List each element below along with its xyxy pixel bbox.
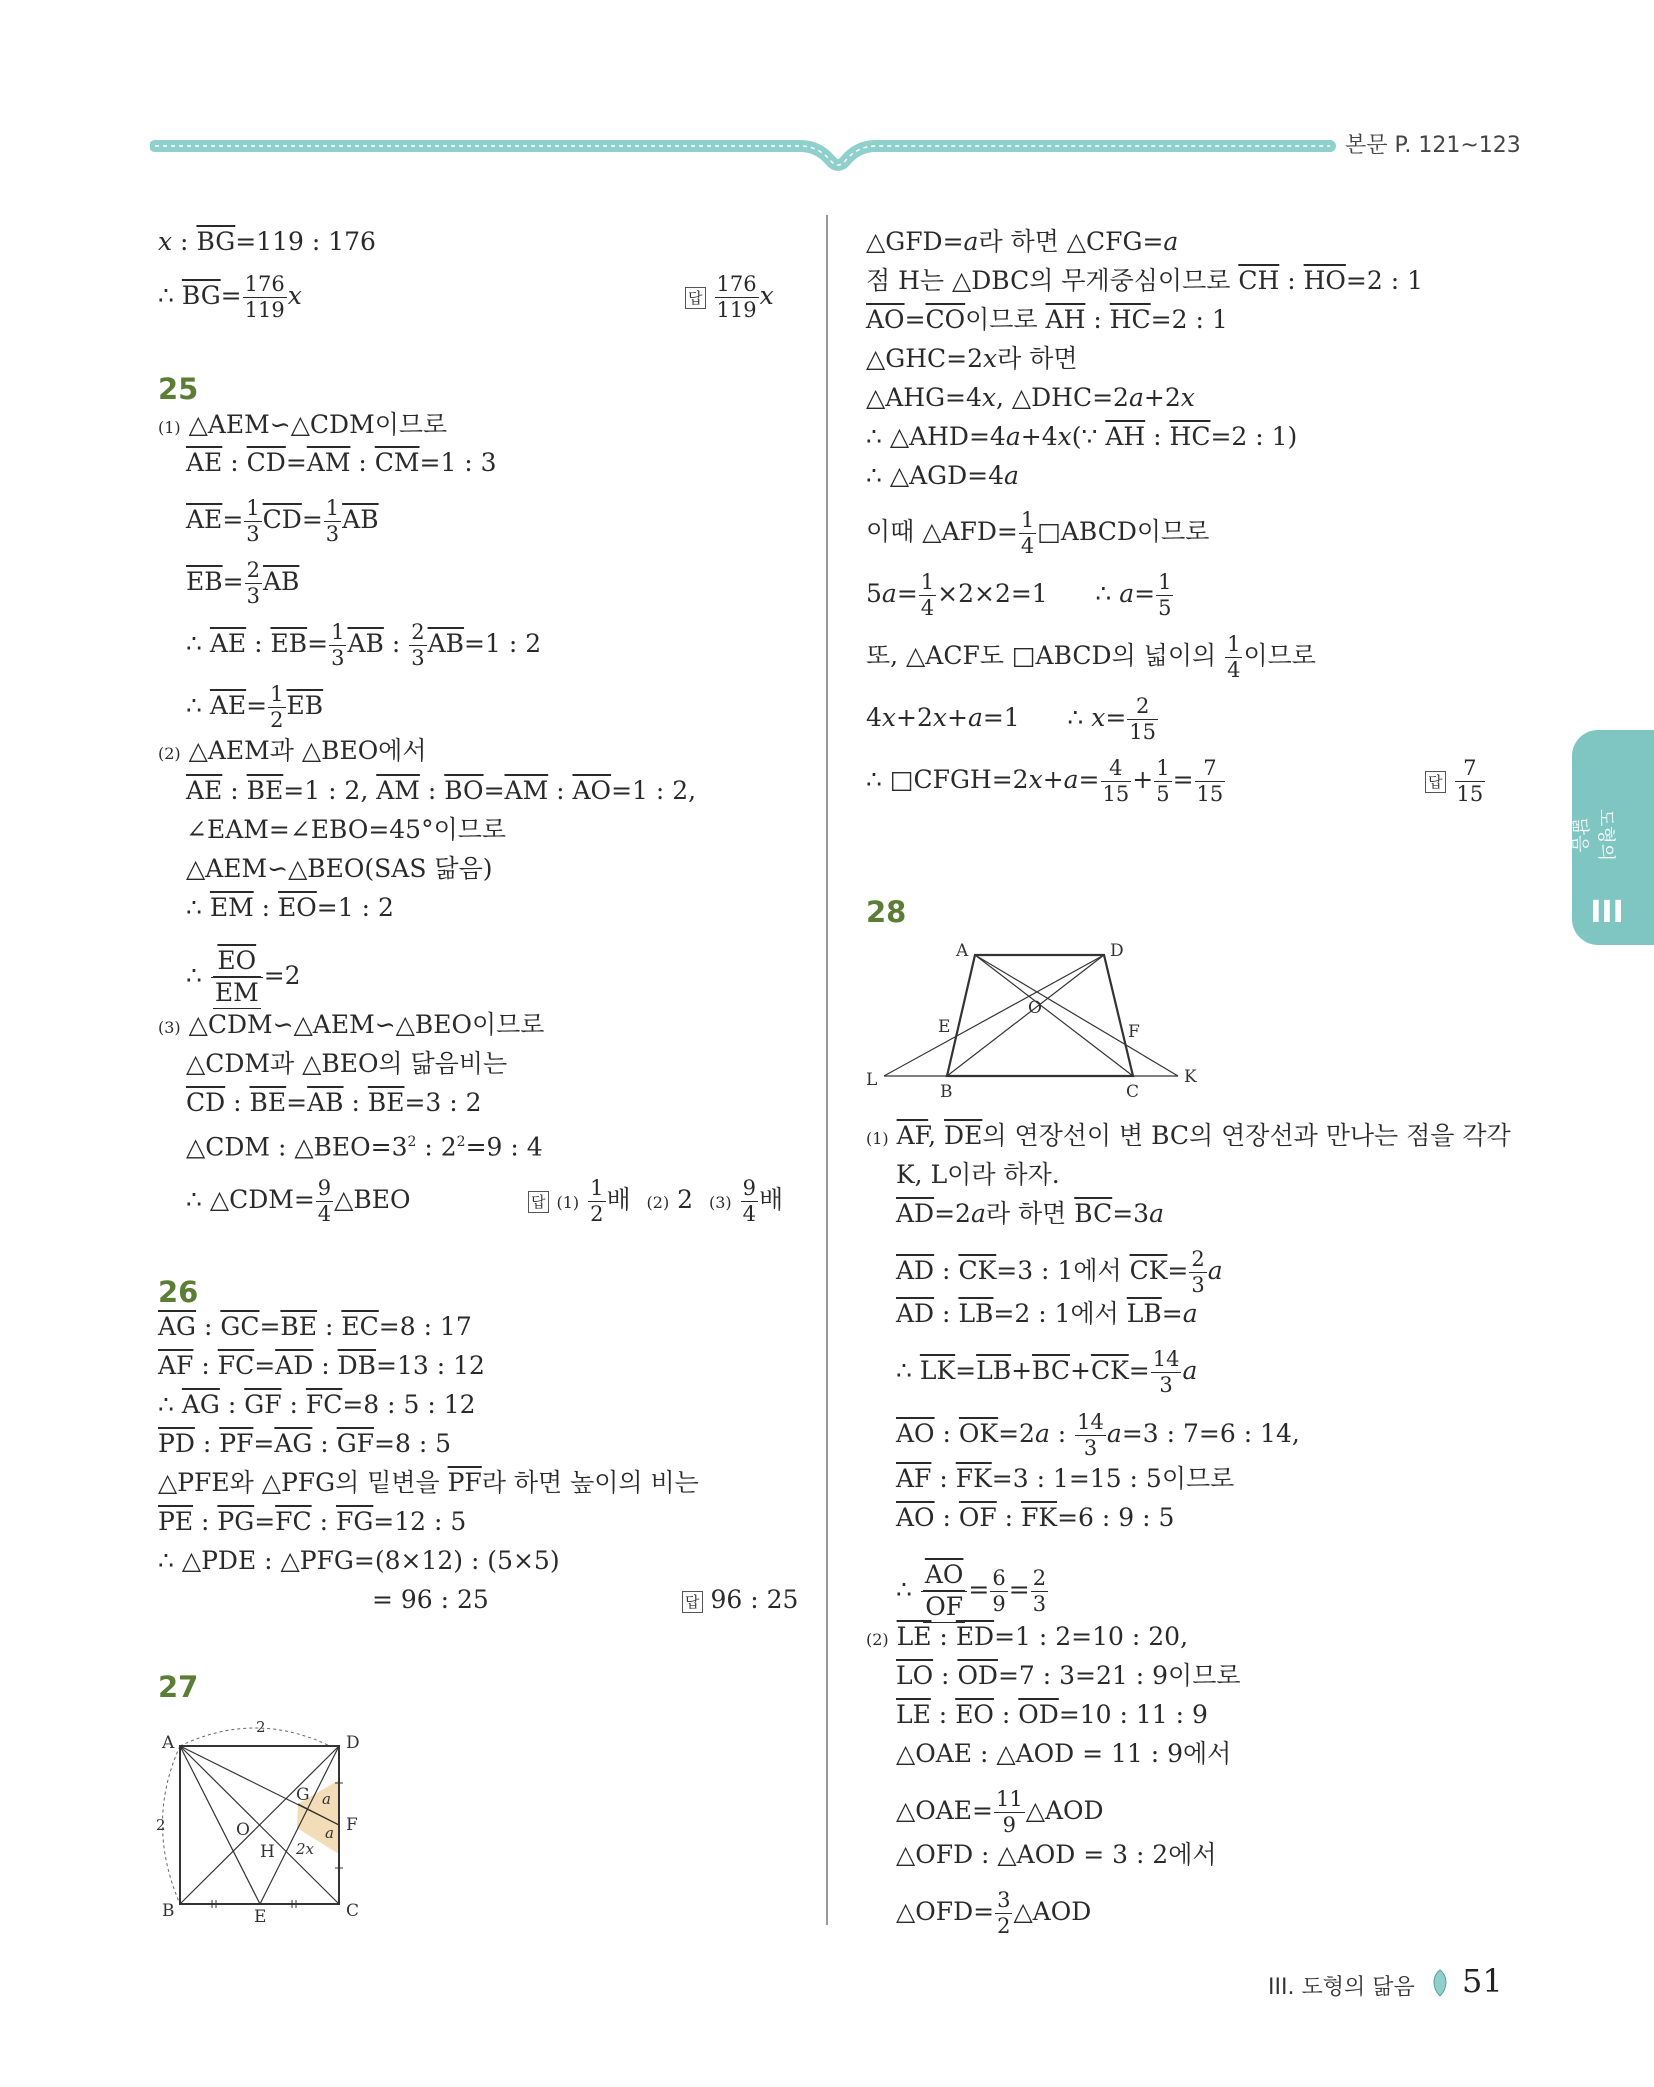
footer-chapter: III. 도형의 닮음 — [1268, 1975, 1415, 2000]
p27-line: $\overline{AO}=\overline{CO}$이므로 $\overline{AH}$ : $\overline{HC}=2$ : 1 — [866, 305, 1228, 334]
intro-line-1: x : $\overline{BG}=119$ : 176 — [158, 227, 376, 256]
intro-answer: 답 $\frac{176}{119}$ x — [685, 272, 774, 323]
fig28-label: L — [866, 1070, 878, 1090]
fig28-label: A — [956, 941, 969, 961]
p26-line: $\overline{PE}$ : $\overline{PG}=\overline{FC}$ : $\overline{FG}=12$ : 5 — [158, 1507, 467, 1536]
fig27-label: 2 — [156, 1816, 166, 1834]
fig27-label: a — [325, 1824, 334, 1842]
fig27-label: 2 — [256, 1718, 266, 1736]
fig27-label: B — [162, 1901, 175, 1921]
p25-line: △CDM : $\triangle BEO=3^2$ : $2^2=9$ : 4 — [186, 1132, 543, 1162]
fig27-label: H — [260, 1842, 275, 1862]
problem-26-number: 26 — [158, 1275, 199, 1309]
fig27-label: O — [236, 1820, 250, 1840]
p25-answer: 답 (1) $\frac{1}{2}$ 배 (2) 2 (3) $\frac{9}{4}$ 배 — [528, 1176, 783, 1227]
p25-line: $\overline{CD}$ : $\overline{BE}=\overline{AB}$ : $\overline{BE}=3$ : 2 — [186, 1088, 482, 1117]
p27-line: 이때 △AFD= $\frac{1}{4}$ □ABCD이므로 — [866, 508, 1210, 558]
p26-answer: 답 96 : 25 — [682, 1583, 798, 1617]
fig27-label: C — [346, 1901, 360, 1921]
p25-line: △CDM과 △BEO의 닮음비는 — [186, 1049, 508, 1078]
p27-line: ∴ △AHD=4a+4x(∵ $\overline{AH}$ : $\overline{HC}=2$ : 1) — [866, 422, 1298, 451]
p28-line: (2) $\overline{LE}$ : $\overline{ED}=1$ : 2=10 : 20, — [866, 1622, 1189, 1651]
intro-line-2: ∴ $\overline{BG}=$ $\frac{176}{119}$ x — [158, 272, 302, 322]
p27-line: 4x+2x+a=1 ∴ x= $\frac{2}{15}$ — [866, 694, 1157, 744]
p28-line: $\overline{AD}$ : $\overline{CK}=3$ : 1에서 $\overline{CK}=$ $\frac{2}{3}$ a — [896, 1247, 1223, 1297]
p28-line: K, L이라 하자. — [896, 1160, 1060, 1189]
p27-line: △GFD=a라 하면 △CFG=a — [866, 227, 1179, 256]
p25-line: (3) △CDM∽△AEM∽△BEO이므로 — [158, 1010, 545, 1039]
side-tab-roman: III — [1590, 895, 1624, 930]
p26-line: $\overline{AF}$ : $\overline{FC}=\overline{AD}$ : $\overline{DB}=13$ : 12 — [158, 1351, 485, 1380]
fig27-label: G — [296, 1785, 310, 1805]
problem-28-number: 28 — [866, 895, 907, 929]
p26-line: = 96 : 25 — [372, 1585, 489, 1614]
p25-line: ∠EAM=∠EBO=45°이므로 — [186, 815, 507, 844]
p25-line: △AEM∽△BEO(SAS 닮음) — [186, 854, 493, 883]
p25-line: ∴ △CDM= $\frac{9}{4}$ △BEO — [186, 1176, 411, 1226]
p27-line: △AHG=4x, △DHC=2a+2x — [866, 383, 1195, 412]
page-range: 본문 P. 121~123 — [1345, 133, 1521, 158]
p28-line: △OFD= $\frac{3}{2}$ △AOD — [896, 1888, 1092, 1938]
fig28-label: O — [1028, 998, 1042, 1018]
p28-line: △OAE= $\frac{11}{9}$ △AOD — [896, 1787, 1104, 1837]
p25-line: $\overline{AE}$ : $\overline{CD}=\overline{AM}$ : $\overline{CM}=1$ : 3 — [186, 448, 497, 477]
fig28-label: C — [1126, 1082, 1140, 1100]
fig28-label: E — [938, 1017, 951, 1037]
p28-line: ∴ $\overline{LK}=\overline{LB}+\overline{BC}+\overline{CK}=$ $\frac{14}{3}$ a — [896, 1347, 1198, 1397]
problem-27-number: 27 — [158, 1670, 199, 1704]
p25-line: ∴ $\overline{AE}$ : $\overline{EB}=$ $\frac{1}{3}$ $\overline{AB}$ : $\frac{2}{3}$ $\overline{AB}=1$ : 2 — [186, 620, 542, 670]
figure-28-trapezoid — [860, 940, 1220, 1100]
p28-line: △OFD : △AOD = 3 : 2에서 — [896, 1840, 1217, 1869]
p28-line: $\overline{AD}$ : $\overline{LB}=2$ : 1에서 $\overline{LB}=a$ — [896, 1299, 1198, 1328]
p27-line: ∴ △AGD=4a — [866, 461, 1019, 490]
fig27-label: a — [322, 1790, 331, 1808]
p26-line: △PFE와 △PFG의 밑변을 $\overline{PF}$라 하면 높이의 비는 — [158, 1468, 699, 1497]
p27-line: 또, △ACF도 □ABCD의 넓이의 $\frac{1}{4}$ 이므로 — [866, 632, 1316, 682]
p26-line: $\overline{PD}$ : $\overline{PF}=\overline{AG}$ : $\overline{GF}=8$ : 5 — [158, 1429, 452, 1458]
column-divider — [826, 215, 828, 1925]
fig28-label: D — [1110, 941, 1124, 961]
p28-line: △OAE : △AOD = 11 : 9에서 — [896, 1739, 1232, 1768]
p28-line: $\overline{LE}$ : $\overline{EO}$ : $\overline{OD}=10$ : 11 : 9 — [896, 1700, 1208, 1729]
p28-line: (1) $\overline{AF}$, $\overline{DE}$의 연장선이 변 BC의 연장선과 만나는 점을 각각 — [866, 1121, 1511, 1150]
fig27-label: E — [254, 1907, 267, 1923]
p28-line: ∴ $\frac{\overline{AO}}{OF}$ = $\frac{6}{9}$ = $\frac{2}{3}$ — [896, 1560, 1047, 1621]
leaf-icon — [1430, 1968, 1450, 1998]
fig28-label: F — [1128, 1022, 1140, 1042]
fig28-label: B — [940, 1082, 953, 1100]
p27-line: 점 H는 △DBC의 무게중심이므로 $\overline{CH}$ : $\overline{HO}=2$ : 1 — [866, 266, 1423, 295]
fig27-label: A — [162, 1733, 175, 1753]
fig28-label: K — [1184, 1067, 1197, 1087]
p26-line: ∴ △PDE : △PFG=(8×12) : (5×5) — [158, 1546, 560, 1575]
p28-line: $\overline{AO}$ : $\overline{OK}=2a$ : $\frac{14}{3}$ a=3 : 7=6 : 14, — [896, 1410, 1300, 1460]
p27-line: ∴ □CFGH=2x+a= $\frac{4}{15}$ + $\frac{1}{5}$ = $\frac{7}{15}$ — [866, 756, 1224, 806]
fig27-label: F — [346, 1815, 358, 1835]
fig27-label: 2x — [296, 1840, 315, 1858]
p25-line: (2) △AEM과 △BEO에서 — [158, 736, 427, 765]
p25-line: (1) △AEM∽△CDM이므로 — [158, 410, 448, 439]
p26-line: ∴ $\overline{AG}$ : $\overline{GF}$ : $\overline{FC}=8$ : 5 : 12 — [158, 1390, 476, 1419]
p28-line: $\overline{AD}=2a$라 하면 $\overline{BC}=3a$ — [896, 1199, 1164, 1228]
side-tab-label: 도형의 닮음 — [1569, 808, 1616, 862]
p25-line: $\overline{EB}=$ $\frac{2}{3}$ $\overline{AB}$ — [186, 558, 300, 608]
figure-27-square — [150, 1718, 380, 1923]
p25-line: $\overline{AE}=$ $\frac{1}{3}$ $\overline{CD}=$ $\frac{1}{3}$ $\overline{AB}$ — [186, 496, 379, 546]
p25-line: ∴ $\frac{\overline{EO}}{EM}$ =2 — [186, 946, 301, 1007]
p28-line: $\overline{AF}$ : $\overline{FK}=3$ : 1=15 : 5이므로 — [896, 1464, 1235, 1493]
fig27-label: D — [346, 1733, 360, 1753]
p25-line: ∴ $\overline{AE}=$ $\frac{1}{2}$ $\overline{EB}$ — [186, 682, 324, 732]
p27-line: △GHC=2x라 하면 — [866, 344, 1078, 373]
p26-line: $\overline{AG}$ : $\overline{GC}=\overline{BE}$ : $\overline{EC}=8$ : 17 — [158, 1312, 472, 1341]
problem-25-number: 25 — [158, 372, 199, 406]
header-band — [150, 120, 1350, 180]
p28-line: $\overline{LO}$ : $\overline{OD}=7$ : 3=21 : 9이므로 — [896, 1661, 1241, 1690]
p28-line: $\overline{AO}$ : $\overline{OF}$ : $\overline{FK}=6$ : 9 : 5 — [896, 1503, 1175, 1532]
p25-line: $\overline{AE}$ : $\overline{BE}=1$ : 2, $\overline{AM}$ : $\overline{BO}=\overline{AM}$ : $\overline{AO}=1$ : 2, — [186, 776, 697, 805]
p25-line: ∴ $\overline{EM}$ : $\overline{EO}=1$ : 2 — [186, 893, 394, 922]
page-number: 51 — [1462, 1962, 1503, 2000]
p27-answer: 답 $\frac{7}{15}$ — [1425, 756, 1486, 807]
p27-line: 5a= $\frac{1}{4}$ ×2×2=1 ∴ a= $\frac{1}{5}$ — [866, 570, 1172, 620]
